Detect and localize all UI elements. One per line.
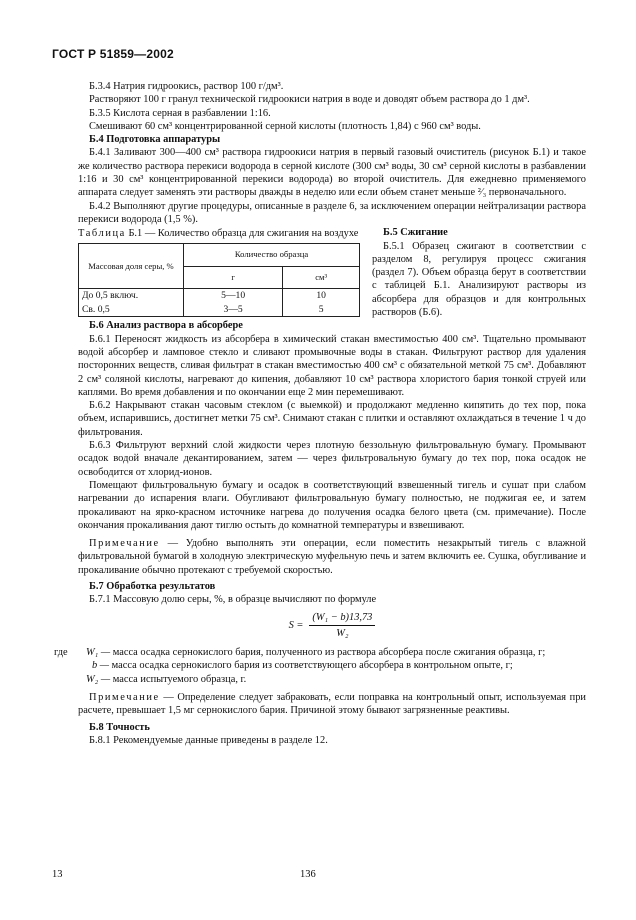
- table-header-g: г: [184, 266, 283, 289]
- paragraph-b4-2: Б.4.2 Выполняют другие процедуры, описанные в разделе 6, за исключением операции нейтрализации раствора перекиси водорода (1,5 %).: [78, 200, 586, 225]
- note-text: — Удобно выполнять эти операции, если поместить незакрытый тигель с влажной фильтровальной бумагой в холодную электрическую муфельную печь и затем включить ее. Сушка, обугливание и прокаливание обычно протекают с требуемой скоростью.: [78, 538, 586, 576]
- formula-sulfur: [78, 611, 586, 641]
- table-b1-block: [78, 228, 360, 317]
- note-label: Примечание: [89, 538, 160, 550]
- paragraph-b5-1: Б.5.1 Образец сжигают в соответствии с разделом 8, регулируя процесс сжигания (раздел 7). Объем образца берут в соответствии с таблицей Б.1. Анализируют растворы из абсорбера для образцов и для контрольных растворов (Б.6).: [372, 240, 586, 319]
- document-header: ГОСТ Р 51859—2002: [52, 47, 174, 61]
- table-title: [78, 228, 360, 240]
- table-cell-g: 5—10: [184, 289, 283, 303]
- section-title-b8: Б.8 Точность: [89, 721, 150, 733]
- var-desc: масса осадка сернокислого бария из соответствующего абсорбера в контрольном опыте, г;: [111, 660, 513, 672]
- table-header-sample-amount: Количество образца: [184, 244, 360, 267]
- formula-lhs: S =: [288, 619, 304, 631]
- table-header-sulfur: Массовая доля серы, %: [79, 244, 184, 289]
- var-symbol: W₂ —: [86, 673, 111, 685]
- paragraph-b6-3-cont: Помещают фильтровальную бумагу и осадок в соответствующий взвешенный тигель и сушат при слабом нагревании до испарения влаги. Обугливают фильтровальную бумагу полностью, не поджигая ее, и затем прокаливают на ярко-красном источнике нагрева до получения осадка белого цвета (см. примечание). После окончания прокаливания дают тиглю остыть до комнатной температуры и взвешивают.: [78, 479, 586, 531]
- note-label: Примечание: [89, 692, 160, 704]
- table-b1: [78, 243, 360, 317]
- paragraph-b3-4-text: Растворяют 100 г гранул технической гидроокиси натрия в воде и доводят объем раствора до 1 дм³.: [89, 94, 530, 106]
- list-item: [54, 659, 586, 672]
- page-number-center: 136: [300, 869, 316, 880]
- table-cell-label: Св. 0,5: [79, 303, 184, 317]
- paragraph-b4-1: Б.4.1 Заливают 300—400 см³ раствора гидроокиси натрия в первый газовый очиститель (рисунок Б.1) и такое же количество раствора перекиси водорода в серной кислоте (300 см³ воды, 30 см³ серной кислоты в разбавлении 1:16 и 30 см³ концентрированной перекиси водорода) во второй очиститель. Для ежедневно применяемого аппарата следует заменять эти растворы дважды в неделю или если объем станет меньше ²⁄₃ первоначального.: [78, 147, 586, 199]
- section-title-b6: Б.6 Анализ раствора в абсорбере: [89, 320, 243, 332]
- var-desc: масса осадка сернокислого бария, полученного из раствора абсорбера после сжигания образца, г;: [112, 647, 546, 659]
- formula-fraction: [309, 611, 375, 641]
- var-symbol: W₁ —: [86, 647, 111, 659]
- paragraph-b3-5: Б.3.5 Кислота серная в разбавлении 1:16.: [89, 107, 271, 119]
- page-number-left: 13: [52, 869, 63, 880]
- where-label: где: [54, 647, 68, 659]
- page-content: [54, 80, 586, 747]
- paragraph-b6-3: Б.6.3 Фильтруют верхний слой жидкости через плотную беззольную фильтровальную бумагу. Промывают осадок водой вначале декантированием, затем — через фильтровальную бумагу до тех пор, пока осадок не освободится от хлорид-ионов.: [78, 440, 586, 478]
- table-cell-cm3: 10: [283, 289, 360, 303]
- var-symbol: b —: [92, 660, 110, 672]
- formula-denominator: W₂: [336, 627, 349, 639]
- section-title-b7: Б.7 Обработка результатов: [89, 580, 216, 592]
- formula-legend: [54, 646, 586, 686]
- table-header-cm3: см³: [283, 266, 360, 289]
- where-var-w1: [86, 646, 586, 659]
- table-and-b5-block: [78, 226, 586, 332]
- paragraph-b6-1: Б.6.1 Переносят жидкость из абсорбера в химический стакан вместимостью 400 см³. Тщательно промывают водой абсорбер и ламповое стекло и сливают промывочные воды в стакан. Фильтруют раствор для удаления посторонних веществ, сливая фильтрат в стакан вместимостью 400 см³ с обязательной меткой 75 см³. Добавляют 2 см³ соляной кислоты, нагревают до кипения, добавляют 10 см³ раствора хлористого бария тонкой струей или каплями. Во время добавления и по окончании еще 2 мин перемешивают.: [78, 333, 586, 398]
- table-cell-g: 3—5: [184, 303, 283, 317]
- list-item: [54, 673, 586, 686]
- table-cell-label: До 0,5 включ.: [79, 289, 184, 303]
- note-text: — Определение следует забраковать, если поправка на контрольный опыт, используемая при расчете, превышает 1,5 мг сернокислого бария. Причиной этому бывают загрязненные реактивы.: [78, 692, 586, 717]
- formula-numerator: (W₁ − b)13,73: [309, 611, 375, 626]
- table-title-text: Б.1 — Количество образца для сжигания на воздухе: [125, 228, 359, 240]
- table-row: [79, 289, 360, 303]
- paragraph-b6-2: Б.6.2 Накрывают стакан часовым стеклом (с выемкой) и продолжают медленно кипятить до тех пор, пока объем, испарившись, достигнет метки 75 см³. Снимают стакан с плитки и оставляют охлаждаться в течение 1 ч до фильтрования.: [78, 400, 586, 438]
- paragraph-b7-1: Б.7.1 Массовую долю серы, %, в образце вычисляют по формуле: [89, 594, 377, 606]
- table-title-label: Таблица: [78, 228, 126, 240]
- paragraph-b3-5-text: Смешивают 60 см³ концентрированной серной кислоты (плотность 1,84) с 960 см³ воды.: [89, 120, 481, 132]
- note-b7: [78, 691, 586, 718]
- table-row: [79, 303, 360, 317]
- paragraph-b8-1: Б.8.1 Рекомендуемые данные приведены в разделе 12.: [89, 734, 328, 746]
- paragraph-b3-4: Б.3.4 Натрия гидроокись, раствор 100 г/дм³.: [89, 81, 284, 92]
- section-title-b5: Б.5 Сжигание: [383, 227, 448, 239]
- var-desc: масса испытуемого образца, г.: [112, 673, 247, 685]
- list-item: [54, 646, 586, 659]
- note-b6: [78, 537, 586, 577]
- where-var-b: [86, 659, 586, 672]
- table-cell-cm3: 5: [283, 303, 360, 317]
- where-var-w2: [86, 673, 586, 686]
- section-title-b4: Б.4 Подготовка аппаратуры: [89, 134, 221, 146]
